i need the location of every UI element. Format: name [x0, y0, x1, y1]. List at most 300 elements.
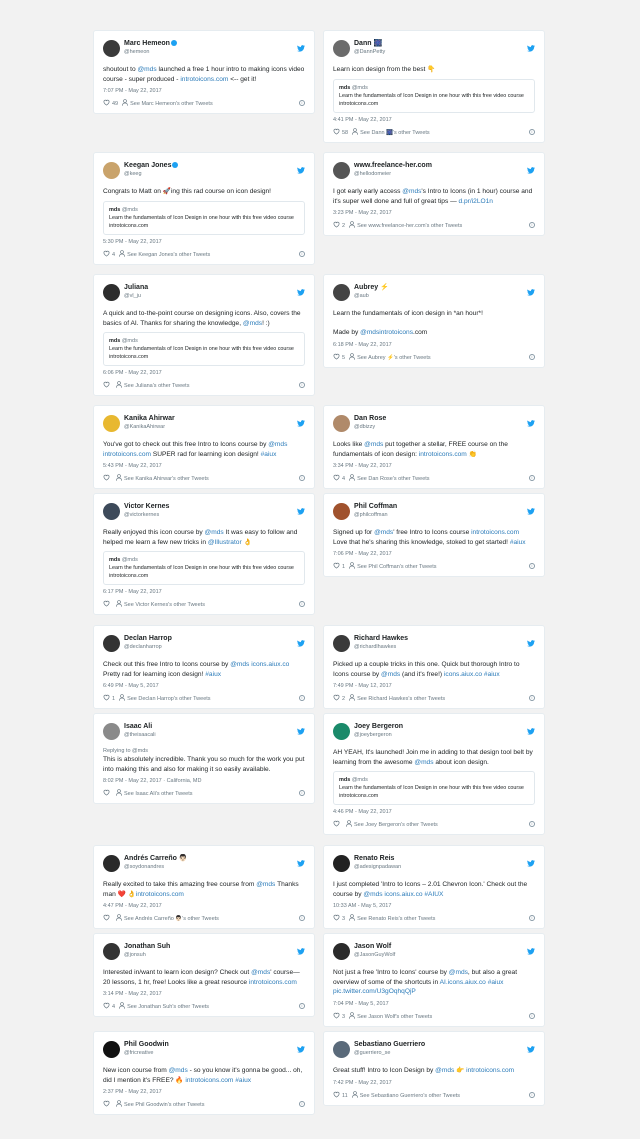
- heart-icon[interactable]: [103, 600, 110, 610]
- avatar[interactable]: [103, 284, 120, 301]
- quoted-name: mds: [109, 206, 121, 213]
- person-icon: [119, 1002, 125, 1012]
- quoted-name: mds: [109, 338, 121, 344]
- tweet-header: [103, 414, 305, 434]
- quoted-tweet[interactable]: [333, 771, 535, 805]
- tweet-header: [333, 39, 535, 59]
- person-icon: [119, 694, 125, 704]
- twitter-bird-icon[interactable]: [297, 634, 305, 641]
- see-other-tweets-link[interactable]: See Keegan Jones's other Tweets: [127, 251, 211, 258]
- tweet-header: [103, 634, 305, 654]
- info-icon[interactable]: i: [299, 1003, 305, 1009]
- like-count: 11: [342, 1092, 348, 1099]
- author-handle[interactable]: @hemeon: [124, 49, 150, 55]
- heart-icon[interactable]: [333, 820, 340, 830]
- twitter-bird-icon[interactable]: [297, 942, 305, 949]
- tweet-header: [103, 854, 305, 874]
- see-other-tweets-link[interactable]: See Phil Goodwin's other Tweets: [124, 1102, 205, 1108]
- tweet-actions: [333, 221, 535, 229]
- quoted-handle: @mds: [351, 84, 368, 91]
- tweet-header: [333, 1040, 535, 1060]
- tweet-card[interactable]: [93, 933, 315, 1017]
- tweet-card[interactable]: [93, 625, 315, 709]
- tweet-card[interactable]: [323, 152, 545, 236]
- heart-icon[interactable]: [333, 221, 340, 231]
- author-handle[interactable]: @adesignpadawan: [354, 864, 402, 870]
- tweet-card[interactable]: [93, 152, 315, 265]
- author-handle[interactable]: @hellodomeier: [354, 171, 392, 177]
- avatar[interactable]: [333, 723, 350, 740]
- info-icon[interactable]: i: [529, 129, 535, 135]
- author-name[interactable]: Dan Rose: [354, 415, 387, 422]
- avatar[interactable]: [333, 855, 350, 872]
- tweet-card[interactable]: [93, 405, 315, 489]
- twitter-bird-icon[interactable]: [527, 722, 535, 729]
- tweet-text: Signed up for @mds' free Intro to Icons course introtoicons.com Love that he's sharing this knowledge, stoked to get started! #aiux: [333, 529, 526, 546]
- author-name[interactable]: Jonathan Suh: [124, 943, 171, 950]
- info-icon[interactable]: i: [529, 354, 535, 360]
- twitter-bird-icon[interactable]: [527, 502, 535, 509]
- avatar[interactable]: [333, 284, 350, 301]
- like-count: 1: [342, 564, 346, 570]
- person-icon: [122, 99, 128, 109]
- see-other-tweets-link[interactable]: See Victor Kernes's other Tweets: [124, 602, 205, 608]
- like-count: 58: [342, 129, 349, 136]
- info-icon[interactable]: i: [299, 790, 305, 796]
- author-name[interactable]: Dann 🎆: [354, 40, 383, 47]
- twitter-bird-icon[interactable]: [527, 634, 535, 641]
- author-name[interactable]: Joey Bergeron: [354, 723, 404, 730]
- tweet-card[interactable]: [323, 405, 545, 489]
- tweet-card[interactable]: [93, 30, 315, 114]
- tweet-actions: [333, 474, 535, 482]
- twitter-bird-icon[interactable]: [527, 1040, 535, 1047]
- tweet-actions: [103, 381, 305, 389]
- avatar[interactable]: [333, 415, 350, 432]
- heart-icon[interactable]: [103, 381, 110, 391]
- info-icon[interactable]: i: [299, 915, 305, 921]
- tweet-text: You've got to check out this free Intro to Icons course by @mds introtoicons.com SUPER rad for learning icon design! #aiux: [103, 441, 288, 458]
- like-count: 49: [112, 101, 119, 107]
- quoted-handle: @mds: [121, 557, 138, 563]
- twitter-bird-icon[interactable]: [297, 722, 305, 729]
- tweet-text: Not just a free 'Intro to Icons' course by @mds, but also a great overview of some of the shortcuts in AI.icons.aiux.co #aiux pic.twitter.com/U3gOqhqQjP: [333, 969, 518, 995]
- tweet-text: shoutout to @mds launched a free 1 hour intro to making icons video course - super produced - introtoicons.com <-- get it!: [103, 66, 305, 83]
- tweet-card[interactable]: [93, 1031, 315, 1115]
- person-icon: [349, 474, 355, 484]
- tweet-text: I just completed 'Intro to Icons – 2.01 Chevron Icon.' Check out the course by @mds icons.aiux.co #AIUX: [333, 881, 528, 898]
- person-icon: [349, 221, 355, 231]
- avatar[interactable]: [333, 40, 350, 57]
- heart-icon[interactable]: [103, 914, 110, 924]
- quoted-author: [109, 556, 299, 564]
- author-handle[interactable]: @theisaacali: [124, 732, 156, 738]
- like-count: 3: [342, 1013, 346, 1020]
- tweet-header: [333, 634, 535, 654]
- twitter-bird-icon[interactable]: [527, 414, 535, 421]
- author-handle[interactable]: @joeybergeron: [354, 732, 392, 738]
- see-other-tweets-link[interactable]: See www.freelance-her.com's other Tweets: [357, 223, 463, 229]
- tweet-header: [103, 283, 305, 303]
- tweet-actions: [103, 99, 305, 107]
- heart-icon[interactable]: [103, 789, 110, 799]
- person-icon: [119, 250, 125, 260]
- author-handle[interactable]: @KanikaAhirwar: [124, 424, 166, 430]
- twitter-bird-icon[interactable]: [297, 283, 305, 290]
- quoted-name: mds: [109, 557, 121, 563]
- tweet-timestamp[interactable]: 5:30 PM - May 22, 2017: [103, 238, 162, 245]
- author-name[interactable]: Isaac Ali: [124, 723, 153, 730]
- info-icon[interactable]: i: [299, 100, 305, 106]
- person-icon: [116, 600, 122, 610]
- like-count: 3: [342, 916, 346, 922]
- see-other-tweets-link[interactable]: See Renato Reis's other Tweets: [357, 916, 436, 922]
- tweet-card[interactable]: [323, 933, 545, 1027]
- info-icon[interactable]: i: [299, 475, 305, 481]
- tweet-actions: [333, 562, 535, 570]
- avatar[interactable]: [333, 635, 350, 652]
- heart-icon[interactable]: [333, 353, 340, 363]
- tweet-header: [103, 942, 305, 962]
- tweet-card[interactable]: [323, 274, 545, 368]
- tweet-actions: [333, 820, 535, 828]
- info-icon[interactable]: i: [529, 915, 535, 921]
- tweet-timestamp[interactable]: 7:07 PM - May 22, 2017: [103, 88, 162, 94]
- author-name[interactable]: Phil Goodwin: [124, 1041, 169, 1048]
- info-icon[interactable]: i: [299, 1101, 305, 1107]
- tweet-header: [103, 722, 305, 742]
- author-handle[interactable]: @soydonandres: [124, 864, 165, 870]
- heart-icon[interactable]: [333, 474, 340, 484]
- tweet-header: [103, 39, 305, 59]
- tweet-text: Really enjoyed this icon course by @mds It was easy to follow and helped me learn a few new tricks in @Illustrator 👌: [103, 529, 298, 546]
- tweet-card[interactable]: [323, 493, 545, 577]
- like-count: 4: [112, 1004, 116, 1010]
- person-icon: [352, 128, 358, 138]
- verified-badge-icon: [172, 162, 178, 168]
- tweet-text: This is absolutely incredible. Thank you so much for the work you put into making this and also for making it so easily available.: [103, 756, 305, 773]
- tweet-header: [103, 502, 305, 522]
- author-handle[interactable]: @victorkernes: [124, 512, 160, 518]
- tweet-actions: [333, 1012, 535, 1020]
- quoted-handle: @mds: [121, 206, 138, 213]
- tweet-text: New icon course from @mds - so you know it's gonna be good... oh, did I mention it's FREE? 🔥 introtoicons.com #aiux: [103, 1067, 303, 1084]
- author-handle[interactable]: @jonsuh: [124, 952, 146, 958]
- like-count: 1: [112, 696, 116, 702]
- tweet-text: Learn the fundamentals of icon design in *an hour*! Made by @mdsintrotoicons.com: [333, 310, 483, 336]
- avatar[interactable]: [103, 1041, 120, 1058]
- tweet-text: Picked up a couple tricks in this one. Quick but thorough Intro to Icons course by @mds (and it's free!) icons.aiux.co #aiux: [333, 661, 520, 678]
- quoted-text: Learn the fundamentals of Icon Design in one hour with this free video course introtoicons.com: [109, 346, 294, 360]
- tweet-card[interactable]: [323, 845, 545, 929]
- quoted-tweet[interactable]: [103, 201, 305, 235]
- tweet-timestamp[interactable]: 5:43 PM - May 22, 2017: [103, 463, 162, 469]
- tweet-actions: [333, 1091, 535, 1099]
- author-name[interactable]: Renato Reis: [354, 855, 395, 862]
- author-handle[interactable]: @fricreative: [124, 1050, 154, 1056]
- heart-icon[interactable]: [333, 128, 340, 138]
- tweet-header: [333, 161, 535, 181]
- info-icon[interactable]: i: [299, 601, 305, 607]
- avatar[interactable]: [103, 943, 120, 960]
- avatar[interactable]: [103, 40, 120, 57]
- heart-icon[interactable]: [103, 694, 110, 704]
- heart-icon[interactable]: [103, 250, 110, 260]
- twitter-bird-icon[interactable]: [297, 1040, 305, 1047]
- tweet-timestamp[interactable]: 7:42 PM - May 22, 2017: [333, 1079, 392, 1086]
- author-name[interactable]: Jason Wolf: [354, 943, 392, 950]
- avatar[interactable]: [103, 162, 120, 179]
- quoted-author: [339, 776, 529, 784]
- tweet-header: [333, 722, 535, 742]
- tweet-text: I got early early access @mds's Intro to Icons (in 1 hour) course and it's super well done and full of great tips — d.pr/i2LO1n: [333, 188, 533, 205]
- tweet-timestamp[interactable]: 3:14 PM - May 22, 2017: [103, 991, 162, 997]
- twitter-bird-icon[interactable]: [527, 283, 535, 290]
- author-name[interactable]: Victor Kernes: [124, 503, 170, 510]
- info-icon[interactable]: i: [299, 695, 305, 701]
- author-name[interactable]: Phil Coffman: [354, 503, 398, 510]
- tweet-timestamp[interactable]: 6:49 PM - May 5, 2017: [103, 683, 159, 689]
- quoted-author: [339, 84, 529, 92]
- heart-icon[interactable]: [103, 99, 110, 109]
- author-handle[interactable]: @declanharrop: [124, 644, 162, 650]
- see-other-tweets-link[interactable]: See Richard Hawkes's other Tweets: [357, 696, 446, 702]
- info-icon[interactable]: i: [529, 1092, 535, 1098]
- twitter-bird-icon[interactable]: [297, 39, 305, 46]
- quoted-tweet[interactable]: [103, 551, 305, 585]
- tweet-actions: [333, 914, 535, 922]
- heart-icon[interactable]: [333, 1012, 340, 1022]
- tweet-actions: [333, 128, 535, 136]
- heart-icon[interactable]: [333, 914, 340, 924]
- author-handle[interactable]: @JasonGuyWolf: [354, 952, 396, 958]
- author-name[interactable]: Marc Hemeon: [124, 39, 291, 48]
- avatar[interactable]: [103, 503, 120, 520]
- person-icon: [349, 694, 355, 704]
- verified-badge-icon: [171, 40, 177, 46]
- heart-icon[interactable]: [103, 1002, 110, 1012]
- twitter-bird-icon[interactable]: [297, 161, 305, 168]
- author-handle[interactable]: @dbizzy: [354, 424, 376, 430]
- twitter-bird-icon[interactable]: [527, 854, 535, 861]
- see-other-tweets-link[interactable]: See Dann 🎆's other Tweets: [360, 129, 430, 136]
- author-name[interactable]: Juliana: [124, 284, 149, 291]
- tweet-card[interactable]: [93, 845, 315, 929]
- tweet-timestamp[interactable]: 10:33 AM - May 5, 2017: [333, 903, 392, 909]
- see-other-tweets-link[interactable]: See Dan Rose's other Tweets: [357, 476, 430, 482]
- info-icon[interactable]: i: [529, 563, 535, 569]
- see-other-tweets-link[interactable]: See Declan Harrop's other Tweets: [127, 696, 211, 702]
- tweet-timestamp[interactable]: 7:04 PM - May 5, 2017: [333, 1000, 389, 1007]
- tweet-timestamp[interactable]: 3:23 PM - May 22, 2017: [333, 210, 392, 216]
- tweet-actions: [103, 250, 305, 258]
- quoted-handle: @mds: [351, 777, 368, 783]
- tweet-text: Learn icon design from the best 👇: [333, 66, 436, 73]
- person-icon: [116, 789, 122, 799]
- person-icon: [116, 474, 122, 484]
- author-name[interactable]: Declan Harrop: [124, 635, 172, 642]
- avatar[interactable]: [103, 723, 120, 740]
- twitter-bird-icon[interactable]: [297, 854, 305, 861]
- quoted-text: Learn the fundamentals of Icon Design in one hour with this free video course introtoicons.com: [109, 565, 294, 579]
- heart-icon[interactable]: [103, 474, 110, 484]
- person-icon: [349, 1012, 355, 1022]
- tweet-header: [333, 502, 535, 522]
- twitter-bird-icon[interactable]: [527, 39, 535, 46]
- tweet-actions: [103, 914, 305, 922]
- person-icon: [116, 1100, 122, 1110]
- author-handle[interactable]: @keeg: [124, 171, 142, 177]
- twitter-bird-icon[interactable]: [527, 942, 535, 949]
- tweet-timestamp[interactable]: 6:17 PM - May 22, 2017: [103, 589, 162, 595]
- tweet-card[interactable]: [323, 713, 545, 835]
- tweet-actions: [103, 1100, 305, 1108]
- tweet-actions: [333, 353, 535, 361]
- avatar[interactable]: [103, 855, 120, 872]
- tweet-timestamp[interactable]: 6:18 PM - May 22, 2017: [333, 341, 392, 348]
- info-icon[interactable]: i: [529, 821, 535, 827]
- person-icon: [116, 381, 122, 391]
- tweet-header: [333, 942, 535, 962]
- see-other-tweets-link[interactable]: See Jason Wolf's other Tweets: [357, 1013, 433, 1020]
- person-icon: [352, 1091, 358, 1101]
- tweet-text: Great stuff! Intro to Icon Design by @mds 👉 introtoicons.com: [333, 1067, 515, 1074]
- avatar[interactable]: [333, 943, 350, 960]
- avatar[interactable]: [103, 415, 120, 432]
- author-name[interactable]: Kanika Ahirwar: [124, 415, 175, 422]
- info-icon[interactable]: i: [299, 251, 305, 257]
- info-icon[interactable]: i: [299, 382, 305, 388]
- info-icon[interactable]: i: [529, 475, 535, 481]
- heart-icon[interactable]: [333, 1091, 340, 1101]
- tweet-text: Interested in/want to learn icon design? Check out @mds' course—20 lessons, 1 hr, free! Looks like a great resource introtoicons.com: [103, 969, 300, 986]
- tweet-actions: [103, 474, 305, 482]
- see-other-tweets-link[interactable]: See Juliana's other Tweets: [124, 383, 190, 389]
- quoted-author: [109, 206, 299, 214]
- quoted-tweet[interactable]: [333, 79, 535, 113]
- tweet-timestamp[interactable]: 7:49 PM - May 12, 2017: [333, 683, 392, 689]
- like-count: 2: [342, 696, 346, 702]
- tweet-text: Really excited to take this amazing free course from @mds Thanks man ❤️ 👌introtoicons.com: [103, 881, 299, 898]
- heart-icon[interactable]: [333, 562, 340, 572]
- person-icon: [349, 562, 355, 572]
- like-count: 4: [342, 476, 346, 482]
- tweet-timestamp[interactable]: 8:02 PM - May 22, 2017 · California, MD: [103, 778, 202, 784]
- see-other-tweets-link[interactable]: See Aubrey ⚡'s other Tweets: [357, 354, 431, 361]
- info-icon[interactable]: i: [529, 1013, 535, 1019]
- tweet-text: A quick and to-the-point course on designing icons. Also, covers the basics of AI. Thanks for sharing the knowledge, @mds! :): [103, 310, 301, 327]
- see-other-tweets-link[interactable]: See Kanika Ahirwar's other Tweets: [124, 476, 209, 482]
- author-handle[interactable]: @aub: [354, 293, 369, 299]
- tweet-card[interactable]: [323, 1031, 545, 1106]
- like-count: 2: [342, 223, 346, 229]
- quoted-tweet[interactable]: [103, 332, 305, 366]
- info-icon[interactable]: i: [529, 222, 535, 228]
- tweet-header: [103, 1040, 305, 1060]
- author-handle[interactable]: @guerriero_se: [354, 1050, 391, 1056]
- tweet-header: [333, 414, 535, 434]
- person-icon: [349, 914, 355, 924]
- author-name[interactable]: Richard Hawkes: [354, 635, 409, 642]
- person-icon: [346, 820, 352, 830]
- tweet-actions: [333, 694, 535, 702]
- see-other-tweets-link[interactable]: See Phil Coffman's other Tweets: [357, 564, 437, 570]
- avatar[interactable]: [333, 162, 350, 179]
- tweet-header: [103, 161, 305, 181]
- tweet-actions: [103, 600, 305, 608]
- info-icon[interactable]: i: [529, 695, 535, 701]
- author-handle[interactable]: @vl_ju: [124, 293, 141, 299]
- avatar[interactable]: [333, 1041, 350, 1058]
- tweet-actions: [103, 789, 305, 797]
- see-other-tweets-link[interactable]: See Sebastiano Guerriero's other Tweets: [359, 1092, 461, 1099]
- tweet-card[interactable]: [93, 493, 315, 615]
- author-name[interactable]: Sebastiano Guerriero: [354, 1041, 426, 1048]
- reply-context: Replying to @mds: [103, 748, 149, 754]
- tweet-card[interactable]: [93, 713, 315, 804]
- tweet-timestamp[interactable]: 4:46 PM - May 22, 2017: [333, 809, 392, 815]
- quoted-author: [109, 337, 299, 345]
- twitter-bird-icon[interactable]: [297, 502, 305, 509]
- author-name[interactable]: Keegan Jones: [124, 161, 291, 170]
- author-name[interactable]: Aubrey ⚡: [354, 284, 389, 291]
- tweet-timestamp[interactable]: 3:34 PM - May 22, 2017: [333, 463, 392, 469]
- tweet-header: [333, 854, 535, 874]
- tweet-timestamp[interactable]: 2:37 PM - May 22, 2017: [103, 1089, 162, 1095]
- see-other-tweets-link[interactable]: See Andrés Carreño 👨🏻's other Tweets: [124, 916, 219, 922]
- quoted-name: mds: [339, 777, 351, 783]
- quoted-text: Learn the fundamentals of Icon Design in one hour with this free video course introtoicons.com: [109, 214, 294, 229]
- tweet-card[interactable]: [93, 274, 315, 396]
- see-other-tweets-link[interactable]: See Marc Hemeon's other Tweets: [130, 101, 213, 107]
- author-handle[interactable]: @philcoffman: [354, 512, 388, 518]
- tweet-actions: [103, 694, 305, 702]
- tweet-card[interactable]: [323, 625, 545, 709]
- tweet-actions: [103, 1002, 305, 1010]
- quoted-name: mds: [339, 84, 351, 91]
- tweet-timestamp[interactable]: 4:41 PM - May 22, 2017: [333, 116, 392, 123]
- heart-icon[interactable]: [333, 694, 340, 704]
- tweet-text: Check out this free Intro to Icons course by @mds icons.aiux.co Pretty rad for learning icon design! #aiux: [103, 661, 290, 678]
- tweet-card[interactable]: [323, 30, 545, 143]
- tweet-text: Looks like @mds put together a stellar, FREE course on the fundamentals of icon design: introtoicons.com 👏: [333, 441, 508, 458]
- author-handle[interactable]: @richardlhawkes: [354, 644, 397, 650]
- avatar[interactable]: [103, 635, 120, 652]
- author-handle[interactable]: @DannPetty: [354, 49, 386, 55]
- person-icon: [116, 914, 122, 924]
- author-name[interactable]: www.freelance-her.com: [354, 162, 432, 169]
- tweet-timestamp[interactable]: 4:47 PM - May 22, 2017: [103, 903, 162, 909]
- see-other-tweets-link[interactable]: See Isaac Ali's other Tweets: [124, 791, 193, 797]
- see-other-tweets-link[interactable]: See Jonathan Suh's other Tweets: [127, 1004, 210, 1010]
- heart-icon[interactable]: [103, 1100, 110, 1110]
- twitter-bird-icon[interactable]: [297, 414, 305, 421]
- tweet-header: [333, 283, 535, 303]
- tweet-timestamp[interactable]: 6:06 PM - May 22, 2017: [103, 370, 162, 376]
- avatar[interactable]: [333, 503, 350, 520]
- tweet-timestamp[interactable]: 7:06 PM - May 22, 2017: [333, 551, 392, 557]
- tweet-text: AH YEAH, It's launched! Join me in adding to that design tool belt by learning from the awesome @mds about icon design.: [333, 749, 533, 766]
- see-other-tweets-link[interactable]: See Joey Bergeron's other Tweets: [354, 822, 438, 828]
- quoted-handle: @mds: [121, 338, 138, 344]
- quoted-text: Learn the fundamentals of Icon Design in one hour with this free video course introtoicons.com: [339, 785, 524, 799]
- quoted-text: Learn the fundamentals of Icon Design in one hour with this free video course introtoicons.com: [339, 92, 524, 107]
- like-count: 4: [112, 251, 116, 258]
- like-count: 5: [342, 354, 346, 361]
- author-name[interactable]: Andrés Carreño 👨🏻: [124, 855, 188, 862]
- person-icon: [349, 353, 355, 363]
- twitter-bird-icon[interactable]: [527, 161, 535, 168]
